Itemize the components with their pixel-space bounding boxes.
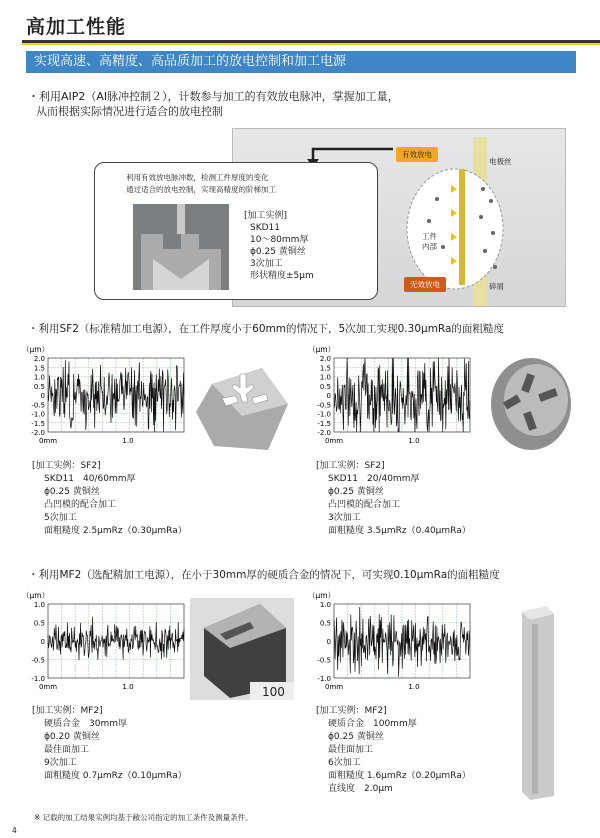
mf2-right-example-title: [加工实例：MF2] [316, 706, 387, 716]
aip2-line-2: 从而根据实际情况进行适合的放电控制 [36, 105, 223, 118]
mf2-long-part-photo [516, 604, 556, 800]
mf2-carbide-photo [190, 598, 294, 700]
wire-core [459, 169, 465, 285]
aip2-example-1: 10～80mm厚 [250, 235, 309, 245]
chart-y-tick: 1.0 [33, 373, 45, 382]
chart-y-tick: 0.5 [33, 619, 45, 628]
arrow-line [313, 149, 393, 161]
chart-y-unit: （μm） [308, 345, 336, 354]
mf2-left-line-3: 9次加工 [44, 758, 77, 768]
chart-x-tick: 1.0 [122, 437, 134, 445]
sf2-right-line-1: ϕ0.25 黄铜丝 [328, 487, 384, 497]
sf2-left-example-title: [加工实例：SF2] [32, 461, 101, 471]
chart-y-tick: -0.5 [317, 401, 331, 410]
callout-line-1: 利用有效放电脉冲数，检测工件厚度的变化 [126, 173, 269, 182]
sf2-gear-photo [484, 354, 578, 454]
chart-x-tick: 1.0 [408, 437, 420, 445]
aip2-example-title: [加工实例] [244, 211, 288, 221]
chart-x-tick: 1.0 [408, 683, 420, 691]
mf2-left-example-title: [加工实例：MF2] [32, 706, 103, 716]
workpiece-label: 工件内部 [422, 232, 437, 251]
chart-x-tick: 0mm [324, 437, 344, 445]
chart-y-tick: 0 [40, 392, 45, 400]
aip2-example-2: ϕ0.25 黄铜丝 [250, 247, 306, 257]
roughness-chart-svg [306, 344, 474, 456]
chips-label: 碎屑 [489, 282, 504, 291]
workpiece-ellipse [407, 169, 503, 289]
chart-y-tick: -1.0 [31, 410, 45, 419]
mf2-right-line-0: 硬质合金 100mm厚 [328, 719, 417, 729]
chart-y-tick: -1.0 [31, 675, 45, 683]
chart-y-tick: -0.5 [31, 656, 45, 665]
page-title: 高加工性能 [26, 16, 127, 38]
chart-y-tick: 0 [40, 638, 45, 646]
aip2-example-3: 3次加工 [250, 259, 283, 269]
mf2-left-chart [20, 590, 188, 702]
mf2-right-line-5: 直线度 2.0μm [328, 784, 393, 794]
chart-y-tick: 2.0 [319, 355, 331, 363]
chart-y-tick: 0.5 [319, 382, 331, 391]
chart-y-tick: -0.5 [31, 401, 45, 410]
sf2-right-line-2: 凸凹模的配合加工 [328, 500, 401, 510]
chart-y-tick: 1.5 [319, 364, 331, 373]
roughness-chart-svg [20, 344, 188, 456]
roughness-chart-svg [306, 590, 474, 702]
sf2-right-line-4: 面粗糙度 3.5μmRz（0.40μmRa） [328, 526, 471, 536]
accent-rule [22, 43, 600, 45]
sf2-right-example-title: [加工实例：SF2] [316, 461, 385, 471]
mf2-right-line-1: ϕ0.25 黄铜丝 [328, 732, 384, 742]
chart-y-unit: （μm） [22, 345, 50, 354]
sf2-left-line-1: ϕ0.25 黄铜丝 [44, 487, 100, 497]
chart-y-tick: 1.0 [319, 601, 331, 609]
mf2-right-line-3: 6次加工 [328, 758, 361, 768]
mf2-right-chart [306, 590, 474, 702]
chart-y-unit: （μm） [22, 591, 50, 600]
chart-y-tick: 2.0 [33, 355, 45, 363]
sf2-right-line-3: 3次加工 [328, 513, 361, 523]
sf2-right-chart [306, 344, 474, 456]
chart-y-tick: -1.5 [317, 419, 331, 428]
roughness-chart-svg [20, 590, 188, 702]
chart-x-tick: 0mm [38, 683, 58, 691]
chart-y-tick: -1.0 [317, 675, 331, 683]
sf2-right-line-0: SKD11 20/40mm厚 [328, 474, 420, 484]
chart-y-tick: -0.5 [317, 656, 331, 665]
sf2-heading: ・利用SF2（标准精加工电源），在工件厚度小于60mm的情况下，5次加工实现0.30μmRa的面粗糙度 [28, 323, 504, 335]
ineffective-discharge-label: 无效放电 [404, 277, 446, 292]
sf2-left-line-3: 5次加工 [44, 513, 77, 523]
mf2-left-line-2: 最佳面加工 [44, 745, 90, 755]
page-number: 4 [12, 826, 17, 835]
mf2-heading: ・利用MF2（选配精加工电源），在小于30mm厚的硬质合金的情况下，可实现0.10μmRa的面粗糙度 [28, 569, 500, 581]
mf2-right-line-4: 面粗糙度 1.6μmRz（0.20μmRa） [328, 771, 471, 781]
ruler-text: 100 [262, 685, 285, 699]
mf2-left-line-1: ϕ0.20 黄铜丝 [44, 732, 100, 742]
mf2-right-line-2: 最佳面加工 [328, 745, 374, 755]
chart-y-unit: （μm） [308, 591, 336, 600]
mf2-left-line-0: 硬质合金 30mm厚 [44, 719, 127, 729]
chart-y-tick: 1.0 [33, 601, 45, 609]
callout-line-2: 通过适合的放电控制，实现高精度的阶梯加工 [126, 185, 276, 194]
aip2-example-4: 形状精度±5μm [250, 271, 314, 281]
chart-y-tick: -1.5 [31, 419, 45, 428]
chart-y-tick: 0.5 [33, 382, 45, 391]
step-workpiece-photo [133, 204, 229, 290]
chart-x-tick: 1.0 [122, 683, 134, 691]
sf2-left-line-4: 面粗糙度 2.5μmRz（0.30μmRa） [44, 526, 187, 536]
section-banner: 实现高速、高精度、高品质加工的放电控制和加工电源 [26, 51, 576, 73]
chart-x-tick: 0mm [38, 437, 58, 445]
sf2-left-line-2: 凸凹模的配合加工 [44, 500, 117, 510]
aip2-example-0: SKD11 [250, 223, 280, 233]
wire-label: 电极丝 [489, 157, 512, 166]
chart-y-tick: 0.5 [319, 619, 331, 628]
chart-y-tick: 0 [326, 638, 331, 646]
chart-y-tick: 0 [326, 392, 331, 400]
footnote: ※ 记载的加工结果实例均基于敝公司指定的加工条件及测量条件。 [34, 813, 253, 822]
sf2-snowflake-photo [192, 354, 290, 454]
sf2-left-chart [20, 344, 188, 456]
chart-y-tick: -2.0 [317, 429, 331, 437]
effective-discharge-label: 有效放电 [396, 147, 438, 162]
chart-y-tick: 1.5 [33, 364, 45, 373]
chart-x-tick: 0mm [324, 683, 344, 691]
sf2-left-line-0: SKD11 40/60mm厚 [44, 474, 136, 484]
mf2-left-line-4: 面粗糙度 0.7μmRz（0.10μmRa） [44, 771, 187, 781]
aip2-line-1: ・利用AIP2（AI脉冲控制２），计数参与加工的有效放电脉冲，掌握加工量， [28, 90, 399, 103]
chart-y-tick: 1.0 [319, 373, 331, 382]
chart-y-tick: -1.0 [317, 410, 331, 419]
chart-y-tick: -2.0 [31, 429, 45, 437]
